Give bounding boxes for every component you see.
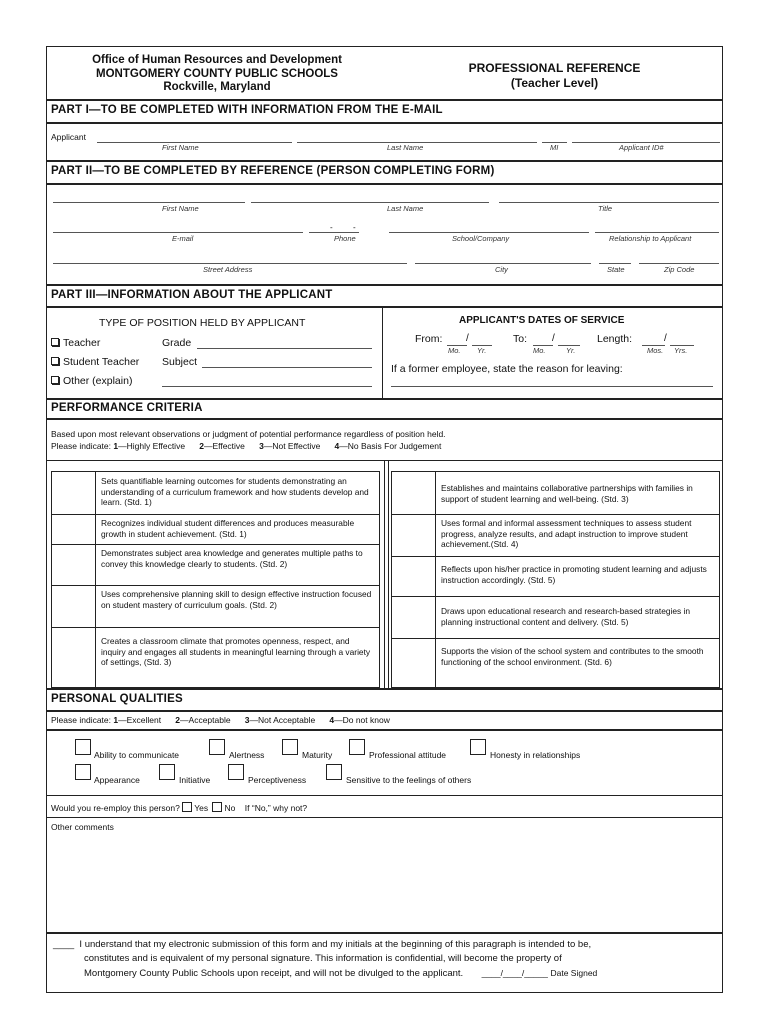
student-teacher-checkbox[interactable] xyxy=(51,357,59,365)
ref-city-caption: City xyxy=(495,265,508,274)
applicant-id-caption: Applicant ID# xyxy=(619,143,664,152)
quality-sensitive: Sensitive to the feelings of others xyxy=(346,775,472,785)
signature-line-3: Montgomery County Public Schools upon receipt, and will not be divulged to the applicant. xyxy=(84,968,464,979)
right-rating-cell-5[interactable] xyxy=(392,638,435,687)
other-option[interactable] xyxy=(51,375,132,387)
teacher-option[interactable] xyxy=(51,337,100,349)
professional-rating-box[interactable] xyxy=(349,739,365,755)
ref-state-field[interactable] xyxy=(599,263,631,264)
ref-zip-field[interactable] xyxy=(639,263,719,264)
to-yr-caption: Yr. xyxy=(566,346,576,355)
criterion-left-5: Creates a classroom climate that promotes openness, respect, and inquiry and engages all students in meaningful learning through a variety of settings, (Std. 3) xyxy=(101,636,371,668)
criterion-right-1: Establishes and maintains collaborative partnerships with families in support of student learning and well-being. (Std. 3) xyxy=(441,483,693,504)
dates-heading: APPLICANT'S DATES OF SERVICE xyxy=(459,315,625,326)
position-heading: TYPE OF POSITION HELD BY APPLICANT xyxy=(99,317,306,329)
other-checkbox[interactable] xyxy=(51,376,59,384)
other-comments-label: Other comments xyxy=(51,822,114,832)
sensitive-rating-box[interactable] xyxy=(326,764,342,780)
part2-title: PART II—TO BE COMPLETED BY REFERENCE (PERSON COMPLETING FORM) xyxy=(51,165,495,177)
initials-blank[interactable]: ____ xyxy=(53,939,75,950)
from-label: From: xyxy=(415,333,443,345)
initiative-rating-box[interactable] xyxy=(159,764,175,780)
teacher-checkbox[interactable] xyxy=(51,338,59,346)
ref-title-caption: Title xyxy=(598,204,613,213)
right-rating-cell-1[interactable] xyxy=(392,472,435,514)
criterion-right-4: Draws upon educational research and research-based strategies in planning instructional content and delivery. (Std. 5) xyxy=(441,606,691,627)
ref-school-company-field[interactable] xyxy=(389,232,589,233)
student-teacher-label: Student Teacher xyxy=(63,356,140,368)
quality-honesty: Honesty in relationships xyxy=(490,750,581,760)
to-label: To: xyxy=(513,333,528,345)
appearance-rating-box[interactable] xyxy=(75,764,91,780)
office-name: Office of Human Resources and Development xyxy=(92,54,342,66)
length-label: Length: xyxy=(597,333,633,345)
left-rating-cell-1[interactable] xyxy=(52,472,95,514)
student-teacher-option[interactable] xyxy=(51,356,139,368)
mi-caption: MI xyxy=(550,143,559,152)
perceptiveness-rating-box[interactable] xyxy=(228,764,244,780)
quality-communicate: Ability to communicate xyxy=(94,750,180,760)
right-rating-cell-2[interactable] xyxy=(392,514,435,556)
header-right xyxy=(427,61,682,91)
length-mos-caption: Mos. xyxy=(647,346,664,355)
quality-initiative: Initiative xyxy=(179,775,211,785)
from-mo-caption: Mo. xyxy=(448,346,461,355)
last-name-caption: Last Name xyxy=(387,143,424,152)
ref-last-name-caption: Last Name xyxy=(387,204,424,213)
other-comments-field[interactable] xyxy=(49,832,719,930)
part3-title: PART III—INFORMATION ABOUT THE APPLICANT xyxy=(51,289,333,301)
ref-street-field[interactable] xyxy=(53,263,407,264)
form-title: PROFESSIONAL REFERENCE xyxy=(468,61,641,75)
criterion-left-1: Sets quantifiable learning outcomes for students demonstrating an understanding of a curriculum framework and how students develop and learn. (Std. 1) xyxy=(101,476,369,508)
grade-field[interactable] xyxy=(197,348,372,349)
length-yrs-caption: Yrs. xyxy=(674,346,688,355)
part1-title: PART I—TO BE COMPLETED WITH INFORMATION FROM THE E-MAIL xyxy=(51,104,443,116)
from-yr-caption: Yr. xyxy=(477,346,487,355)
reemploy-row xyxy=(51,802,307,813)
left-rating-cell-2[interactable] xyxy=(52,514,95,544)
left-criteria-table xyxy=(51,471,380,688)
grade-label: Grade xyxy=(162,337,192,349)
form-subtitle: (Teacher Level) xyxy=(510,76,599,90)
performance-intro: Based upon most relevant observations or judgment of potential performance regardless of position held. xyxy=(51,429,446,439)
subject-field[interactable] xyxy=(202,367,372,368)
ref-street-caption: Street Address xyxy=(203,265,253,274)
reemploy-question: Would you re-employ this person? xyxy=(51,803,180,813)
other-explain-field[interactable] xyxy=(162,386,372,387)
ref-phone-caption: Phone xyxy=(334,234,356,243)
teacher-label: Teacher xyxy=(63,337,101,349)
applicant-label: Applicant xyxy=(51,132,86,142)
to-mo-caption: Mo. xyxy=(533,346,546,355)
ref-relationship-field[interactable] xyxy=(595,232,719,233)
signature-line-2: constitutes and is equivalent of my personal signature. This information is confidential, will become the property of xyxy=(84,953,562,964)
criterion-left-4: Uses comprehensive planning skill to design effective instruction focused on student mastery of curriculum goals. (Std. 2) xyxy=(101,589,372,610)
performance-title: PERFORMANCE CRITERIA xyxy=(51,402,203,414)
ref-email-field[interactable] xyxy=(53,232,303,233)
quality-maturity: Maturity xyxy=(302,750,333,760)
criterion-right-5: Supports the vision of the school system and contributes to the smooth functioning of the school environment. (Std. 6) xyxy=(441,646,704,667)
ref-title-field[interactable] xyxy=(499,202,719,203)
ref-city-field[interactable] xyxy=(415,263,591,264)
ref-relationship-caption: Relationship to Applicant xyxy=(609,234,692,243)
criterion-left-3: Demonstrates subject area knowledge and generates multiple paths to convey this knowledge clearly to students. (Std. 2) xyxy=(101,548,363,569)
honesty-rating-box[interactable] xyxy=(470,739,486,755)
ref-email-caption: E-mail xyxy=(172,234,194,243)
ref-state-caption: State xyxy=(607,265,625,274)
right-rating-cell-3[interactable] xyxy=(392,556,435,596)
ref-school-caption: School/Company xyxy=(452,234,510,243)
personal-scale: Please indicate: 1—Excellent 2—Acceptable 3—Not Acceptable 4—Do not know xyxy=(51,715,390,725)
ref-zip-caption: Zip Code xyxy=(664,265,695,274)
yes-label: Yes xyxy=(194,803,209,813)
right-criteria-table xyxy=(391,471,720,688)
quality-alertness: Alertness xyxy=(229,750,265,760)
signature-line-1: I understand that my electronic submission of this form and my initials at the beginning of this paragraph is intended to be, xyxy=(79,939,592,950)
ref-phone-field[interactable] xyxy=(309,232,359,233)
maturity-rating-box[interactable] xyxy=(282,739,298,755)
criterion-right-2: Uses formal and informal assessment techniques to assess student progress, analyze results, and adapt instruction to improve student achievement.(Std. 4) xyxy=(441,518,692,550)
communicate-rating-box[interactable] xyxy=(75,739,91,755)
signature-statement xyxy=(53,938,718,981)
city-name: Rockville, Maryland xyxy=(163,81,271,93)
personal-title: PERSONAL QUALITIES xyxy=(51,693,183,705)
left-rating-cell-3[interactable] xyxy=(52,544,95,585)
former-employee-label: If a former employee, state the reason for leaving: xyxy=(391,363,623,375)
reference-form: Office of Human Resources and Development MONTGOMERY COUNTY PUBLIC SCHOOLS Rockville, Maryland PROFESSIONAL REFERENCE (Teacher Level) PART I—TO BE COMPLETED WITH INFORMATION FROM THE E-MAIL Applicant First Name Last Name MI Applicant ID# PART II—TO BE COMPLETED BY REFERENCE (PERSON COMPLETING FORM) First Name Last Name Title - - E-mail Phone School/Company Relationship to Applicant Street Address City State Zip Code PART III—INFORMATION ABOUT THE APPLICANT TYPE OF POSITION HELD BY APPLICANT Teacher Student Teacher Other (explain) Grade Subject APPLICANT'S DATES OF SERVICE From: / Mo. Yr. To: / Mo. Yr. Length: / Mos. Yrs. If a former employee, state the reason for leaving: PERFORMANCE CRITERIA Based upon most relevant observations or judgment of potential performance regardless of position held. Please indicate: 1—Highly Effective 2—Effective 3—Not Effective 4—No Basis For Judgement Sets quantifiable learning outcomes for students demonstrating an understanding of a curriculum framework and how students develop and learn. (Std. 1) Recognizes individual student differences and produces measurable growth in student achievement. (Std. 1) Demonstrates subject area knowledge and generates multiple paths to convey this knowledge clearly to students. (Std. 2) Uses comprehensive planning skill to design effective instruction focused on student mastery of curriculum goals. (Std. 2) Creates a classroom climate that promotes openness, respect, and inquiry and engages all students in meaningful learning through a variety of settings, (Std. 3) Establishes and maintains collaborative partnerships with families in support of student learning and well-being. (Std. 3) Uses formal and informal assessment techniques to assess student progress, analyze results, and adapt instruction to improve student achievement.(Std. 4) Reflects upon his/her practice in promoting student learning and adjusts instruction accordingly. (Std. 5) Draws upon educational research and research-based strategies in planning instructional content and delivery. (Std. 5) Supports the vision of the school system and contributes to the smooth functioning of the school environment. (Std. 6) PERSONAL QUALITIES Please indicate: 1—Excellent 2—Acceptable 3—Not Acceptable 4—Do not know Ability to communicate Alertness Maturity Professional attitude Honesty in relationships Appearance Initiative Perceptiveness Sensitive to the feelings of others Would you re-employ this person? Yes No If “No,” why not? Other comments ____ I understand that my electronic submission of this form and my initials at the beginning of this paragraph is intended to be, constitutes and is equivalent of my personal signature. This information is confidential, will become the property of Montgomery County Public Schools upon receipt, and will not be divulged to the applicant. ____/____/_____ Date Signed xyxy=(46,46,723,993)
date-signed-label: Date Signed xyxy=(550,968,598,978)
quality-appearance: Appearance xyxy=(94,775,140,785)
quality-perceptiveness: Perceptiveness xyxy=(248,775,307,785)
criterion-right-3: Reflects upon his/her practice in promoting student learning and adjusts instruction accordingly. (Std. 5) xyxy=(441,564,707,585)
no-label: No xyxy=(224,803,236,813)
subject-label: Subject xyxy=(162,356,198,368)
no-checkbox[interactable] xyxy=(212,802,222,812)
yes-checkbox[interactable] xyxy=(182,802,192,812)
school-name: MONTGOMERY COUNTY PUBLIC SCHOOLS xyxy=(96,67,338,80)
date-signed-field[interactable]: ____/____/_____ xyxy=(481,968,548,978)
criterion-left-2: Recognizes individual student differences and produces measurable growth in student achievement. (Std. 1) xyxy=(101,518,355,539)
left-rating-cell-5[interactable] xyxy=(52,627,95,687)
header-left xyxy=(47,54,387,95)
right-rating-cell-4[interactable] xyxy=(392,596,435,638)
left-rating-cell-4[interactable] xyxy=(52,585,95,627)
quality-professional: Professional attitude xyxy=(369,750,447,760)
other-label: Other (explain) xyxy=(63,375,133,387)
ref-last-name-field[interactable] xyxy=(251,202,489,203)
ref-first-name-field[interactable] xyxy=(53,202,245,203)
alertness-rating-box[interactable] xyxy=(209,739,225,755)
ref-first-name-caption: First Name xyxy=(162,204,199,213)
why-not-label: If “No,” why not? xyxy=(244,803,308,813)
performance-scale: Please indicate: 1—Highly Effective 2—Effective 3—Not Effective 4—No Basis For Judgement xyxy=(51,441,442,451)
first-name-caption: First Name xyxy=(162,143,199,152)
former-employee-field[interactable] xyxy=(391,386,713,387)
